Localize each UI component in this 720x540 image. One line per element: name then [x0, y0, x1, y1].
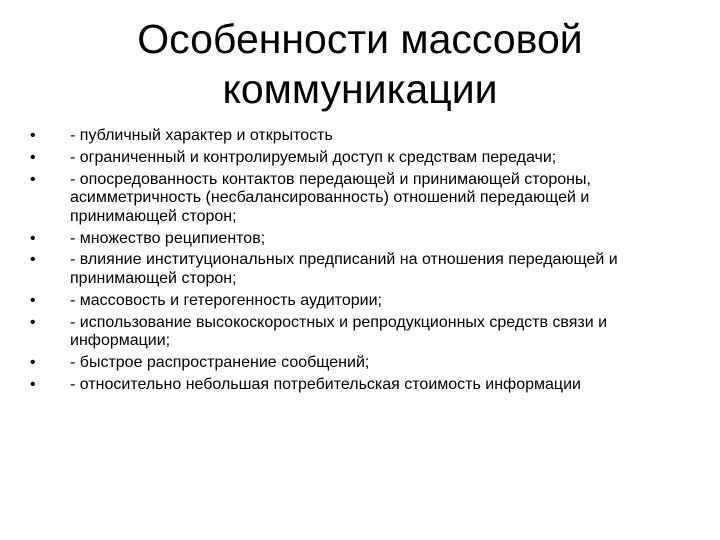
bullet-item-6 — [30, 292, 690, 310]
bullet-item-7 — [30, 314, 690, 351]
bullet-item-1 — [30, 127, 690, 145]
bullet-text: - относительно небольшая потребительская стоимость информации — [70, 375, 581, 393]
bullet-icon: • — [30, 291, 36, 309]
bullet-text: - массовость и гетерогенность аудитории; — [70, 291, 382, 309]
bullet-text: - быстрое распространение сообщений; — [70, 353, 370, 371]
bullet-item-9 — [30, 376, 690, 394]
bullet-text: - публичный характер и открытость — [70, 127, 333, 144]
bullet-icon: • — [30, 127, 36, 144]
bullet-item-3 — [30, 171, 690, 226]
bullet-text: - множество реципиентов; — [70, 229, 266, 247]
bullet-icon: • — [30, 229, 36, 247]
bullet-icon: • — [30, 353, 36, 371]
bullet-icon: • — [30, 375, 36, 393]
bullet-text: - ограниченный и контролируемый доступ к средствам передачи; — [70, 148, 557, 166]
bullet-icon: • — [30, 251, 36, 269]
bullet-text: - опосредованность контактов передающей и принимающей стороны, асимметричность (несбалансированность) отношений передающей и принимающей сторон; — [70, 170, 591, 225]
bullet-icon: • — [30, 170, 36, 188]
bullet-list — [30, 127, 690, 398]
bullet-icon: • — [30, 148, 36, 166]
slide-title: Особенности массовой коммуникации — [137, 16, 583, 112]
bullet-text: - использование высокоскоростных и репродукционных средств связи и информации; — [70, 313, 608, 350]
bullet-text: - влияние институциональных предписаний на отношения передающей и принимающей сторон; — [70, 251, 618, 287]
bullet-item-8 — [30, 354, 690, 372]
bullet-item-5 — [30, 251, 690, 288]
bullet-item-4 — [30, 230, 690, 248]
bullet-icon: • — [30, 313, 36, 331]
bullet-item-2 — [30, 149, 690, 167]
